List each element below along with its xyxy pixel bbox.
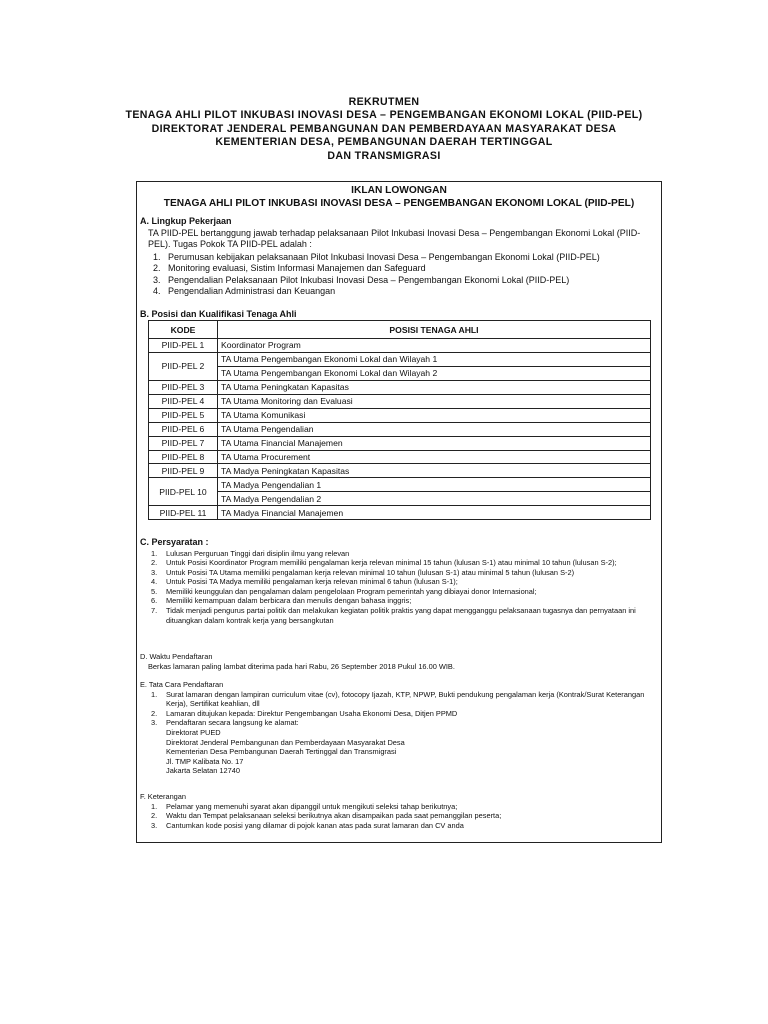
- document-header: [0, 96, 768, 163]
- table-row: [149, 352, 651, 366]
- address-line: Direktorat Jenderal Pembangunan dan Pemberdayaan Masyarakat Desa: [166, 737, 405, 747]
- section-e: [140, 680, 655, 776]
- section-heading: D. Waktu Pendaftaran: [140, 652, 213, 661]
- kode-cell: PIID-PEL 8: [149, 450, 218, 464]
- kode-cell: PIID-PEL 4: [149, 394, 218, 408]
- list-item: 1. Lulusan Perguruan Tinggi dari disiplin ilmu yang relevan: [151, 548, 350, 558]
- kode-cell: PIID-PEL 2: [149, 352, 218, 380]
- kode-cell: PIID-PEL 10: [149, 478, 218, 506]
- list-item: 2. Monitoring evaluasi, Sistim Informasi Manajemen dan Safeguard: [153, 263, 426, 273]
- list-item: 4. Pengendalian Administrasi dan Keuangan: [153, 286, 336, 296]
- list-item: 2. Untuk Posisi Koordinator Program memiliki pengalaman kerja relevan minimal 15 tahun (lulusan S-1) atau minimal 10 tahun (lulusan S-2);: [151, 558, 617, 568]
- list-item: 1. Perumusan kebijakan pelaksanaan Pilot Inkubasi Inovasi Desa – Pengembangan Ekonomi Lokal (PIID-PEL): [153, 251, 600, 262]
- column-header-kode: KODE: [149, 321, 218, 339]
- section-heading: A. Lingkup Pekerjaan: [140, 216, 232, 226]
- table-header-row: [149, 321, 651, 339]
- kode-cell: PIID-PEL 5: [149, 408, 218, 422]
- column-header-posisi: POSISI TENAGA AHLI: [218, 321, 651, 339]
- section-b: [140, 309, 655, 321]
- section-paragraph: Berkas lamaran paling lambat diterima pada hari Rabu, 26 September 2018 Pukul 16.00 WIB.: [148, 661, 455, 671]
- posisi-cell: Koordinator Program: [218, 339, 651, 353]
- table-row: [149, 422, 651, 436]
- section-paragraph: TA PIID-PEL bertanggung jawab terhadap pelaksanaan Pilot Inkubasi Inovasi Desa – Pengembangan Ekonomi Lokal (PIID-: [148, 227, 641, 238]
- address-block: [140, 728, 655, 776]
- table-row: [149, 506, 651, 520]
- box-title-line: IKLAN LOWONGAN: [351, 185, 447, 196]
- posisi-cell: TA Utama Monitoring dan Evaluasi: [218, 394, 651, 408]
- table-row: [149, 394, 651, 408]
- kode-cell: PIID-PEL 11: [149, 506, 218, 520]
- posisi-cell: TA Madya Pengendalian 1: [218, 478, 651, 492]
- section-f: [140, 792, 655, 830]
- address-line: Jl. TMP Kalibata No. 17: [166, 756, 244, 766]
- list-item: 4. Untuk Posisi TA Madya memiliki pengalaman kerja relevan minimal 6 tahun (lulusan S-1);: [151, 577, 458, 587]
- kode-cell: PIID-PEL 6: [149, 422, 218, 436]
- table-row: [149, 408, 651, 422]
- posisi-cell: TA Utama Financial Manajemen: [218, 436, 651, 450]
- list-item: 1. Pelamar yang memenuhi syarat akan dipanggil untuk mengikuti seleksi tahap berikutnya;: [151, 801, 458, 811]
- list-item: 3. Pengendalian Pelaksanaan Pilot Inkubasi Inovasi Desa – Pengembangan Ekonomi Lokal (PIID-PEL): [153, 274, 570, 285]
- section-heading: E. Tata Cara Pendaftaran: [140, 680, 224, 689]
- section-heading: C. Persyaratan :: [140, 537, 209, 547]
- section-heading: F. Keterangan: [140, 792, 187, 801]
- list-item: 2. Waktu dan Tempat pelaksanaan seleksi berikutnya akan disampaikan pada saat pemanggilan peserta;: [151, 811, 502, 821]
- kode-cell: PIID-PEL 7: [149, 436, 218, 450]
- table-row: [149, 380, 651, 394]
- positions-table: [148, 320, 651, 520]
- kode-cell: PIID-PEL 1: [149, 339, 218, 353]
- address-line: Jakarta Selatan 12740: [166, 766, 240, 776]
- list-item: 5. Memiliki keunggulan dan pengalaman dalam pengelolaan Program pemerintah yang dibiayai donor Internasional;: [151, 586, 537, 596]
- section-heading: B. Posisi dan Kualifikasi Tenaga Ahli: [140, 309, 297, 319]
- posisi-cell: TA Madya Financial Manajemen: [218, 506, 651, 520]
- header-line: DIREKTORAT JENDERAL PEMBANGUNAN DAN PEMBERDAYAAN MASYARAKAT DESA: [151, 122, 617, 135]
- list-item: 1. Surat lamaran dengan lampiran curriculum vitae (cv), fotocopy Ijazah, KTP, NPWP, Bukti pendukung pengalaman kerja (Kontrak/Surat Keterangan Kerja), Sertifikat keahlian, dll: [151, 689, 645, 709]
- list-item: 7. Tidak menjadi pengurus partai politik dan melakukan kegiatan politik praktis yang dapat mengganggu pelaksanaan tugasnya dan pernyataan ini dituangkan dalam kontrak kerja yang bersangkutan: [151, 606, 636, 625]
- kode-cell: PIID-PEL 3: [149, 380, 218, 394]
- posisi-cell: TA Utama Pengembangan Ekonomi Lokal dan Wilayah 1: [218, 352, 651, 366]
- posisi-cell: TA Madya Peningkatan Kapasitas: [218, 464, 651, 478]
- box-title: [137, 185, 661, 210]
- list-item: 3. Pendaftaran secara langsung ke alamat:: [151, 718, 299, 728]
- table-row: [149, 492, 651, 506]
- posisi-cell: TA Utama Procurement: [218, 450, 651, 464]
- list-item: 3. Untuk Posisi TA Utama memiliki pengalaman kerja relevan minimal 10 tahun (lulusan S-1) atau minimal 5 tahun (lulusan S-2): [151, 567, 575, 577]
- list-item: 3. Cantumkan kode posisi yang dilamar di pojok kanan atas pada surat lamaran dan CV anda: [151, 820, 464, 830]
- posisi-cell: TA Madya Pengendalian 2: [218, 492, 651, 506]
- address-line: Kementerian Desa Pembangunan Daerah Tertinggal dan Transmigrasi: [166, 747, 397, 757]
- table-row: [149, 366, 651, 380]
- box-title-line: TENAGA AHLI PILOT INKUBASI INOVASI DESA – PENGEMBANGAN EKONOMI LOKAL (PIID-PEL): [163, 197, 635, 209]
- list-item: 2. Lamaran ditujukan kepada: Direktur Pengembangan Usaha Ekonomi Desa, Ditjen PPMD: [151, 708, 458, 718]
- posisi-cell: TA Utama Komunikasi: [218, 408, 651, 422]
- table-row: [149, 339, 651, 353]
- table-row: [149, 450, 651, 464]
- section-paragraph: PEL). Tugas Pokok TA PIID-PEL adalah :: [148, 239, 312, 249]
- list-item: 6. Memiliki kemampuan dalam berbicara dan menulis dengan bahasa inggris;: [151, 596, 412, 606]
- header-line: TENAGA AHLI PILOT INKUBASI INOVASI DESA – PENGEMBANGAN EKONOMI LOKAL (PIID-PEL): [125, 109, 643, 122]
- table-row: [149, 464, 651, 478]
- header-line: KEMENTERIAN DESA, PEMBANGUNAN DAERAH TERTINGGAL: [215, 136, 553, 149]
- table-row: [149, 478, 651, 492]
- header-line: DAN TRANSMIGRASI: [327, 149, 441, 162]
- section-a: [140, 216, 655, 298]
- address-line: Direktorat PUED: [166, 727, 221, 737]
- table-row: [149, 436, 651, 450]
- header-line: REKRUTMEN: [348, 96, 420, 108]
- job-ad-box: [136, 181, 662, 843]
- posisi-cell: TA Utama Pengendalian: [218, 422, 651, 436]
- kode-cell: PIID-PEL 9: [149, 464, 218, 478]
- posisi-cell: TA Utama Pengembangan Ekonomi Lokal dan Wilayah 2: [218, 366, 651, 380]
- section-c: [140, 537, 655, 625]
- posisi-cell: TA Utama Peningkatan Kapasitas: [218, 380, 651, 394]
- section-d: [140, 652, 655, 671]
